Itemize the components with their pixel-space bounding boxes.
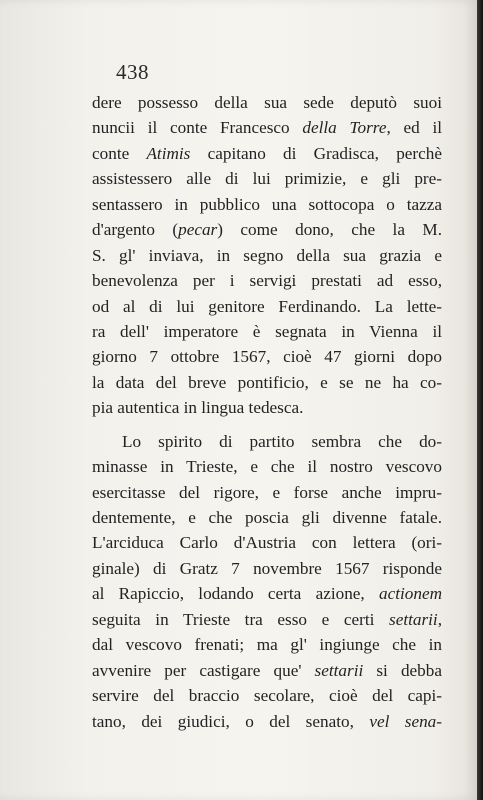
text-line: dentemente, e che poscia gli divenne fatale. — [92, 508, 442, 527]
text-line: minasse in Trieste, e che il nostro vescovo — [92, 457, 442, 477]
text-line: benevolenza per i servigi prestati ad esso, — [92, 271, 442, 291]
text-line: S. gl' inviava, in segno della sua grazia e — [92, 245, 442, 265]
text-line: servire del braccio secolare, cioè del capi- — [92, 686, 442, 706]
text-line: ginale) di Gratz 7 novembre 1567 risponde — [92, 558, 442, 578]
text-line: L'arciduca Carlo d'Austria con lettera (ori- — [92, 533, 442, 553]
text-line: dal vescovo frenati; ma gl' ingiunge che in — [92, 635, 442, 655]
page-number: 438 — [116, 60, 149, 84]
text-line: sentassero in pubblico una sottocopa o tazza — [92, 194, 442, 214]
text-line: Lo spirito di partito sembra che do- — [122, 431, 442, 451]
text-line: nuncii il conte Francesco della Torre, ed il — [92, 118, 443, 138]
text-line: seguita in Trieste tra esso e certi settarii, — [92, 609, 442, 629]
text-line: al Rapiccio, lodando certa azione, actionem — [92, 584, 442, 604]
text-line: ra dell' imperatore è segnata in Vienna il — [92, 321, 442, 341]
page-body-text — [92, 90, 442, 734]
text-line: dere possesso della sua sede deputò suoi — [92, 93, 442, 112]
page-edge — [477, 0, 483, 800]
text-line: conte Atimis capitano di Gradisca, perchè — [92, 143, 442, 163]
text-line: giorno 7 ottobre 1567, cioè 47 giorni dopo — [92, 347, 442, 367]
text-line: esercitasse del rigore, e forse anche impru- — [92, 482, 442, 502]
text-line: assistessero alle di lui primizie, e gli pre- — [92, 169, 442, 189]
text-line: od al di lui genitore Ferdinando. La lette- — [92, 296, 442, 316]
text-line: avvenire per castigare que' settarii si debba — [92, 660, 442, 680]
text-line: tano, dei giudici, o del senato, vel sena- — [92, 711, 443, 731]
text-line: pia autentica in lingua tedesca. — [92, 398, 304, 418]
text-line: la data del breve pontificio, e se ne ha co- — [92, 372, 442, 392]
text-line: d'argento (pecar) come dono, che la M. — [92, 220, 442, 240]
